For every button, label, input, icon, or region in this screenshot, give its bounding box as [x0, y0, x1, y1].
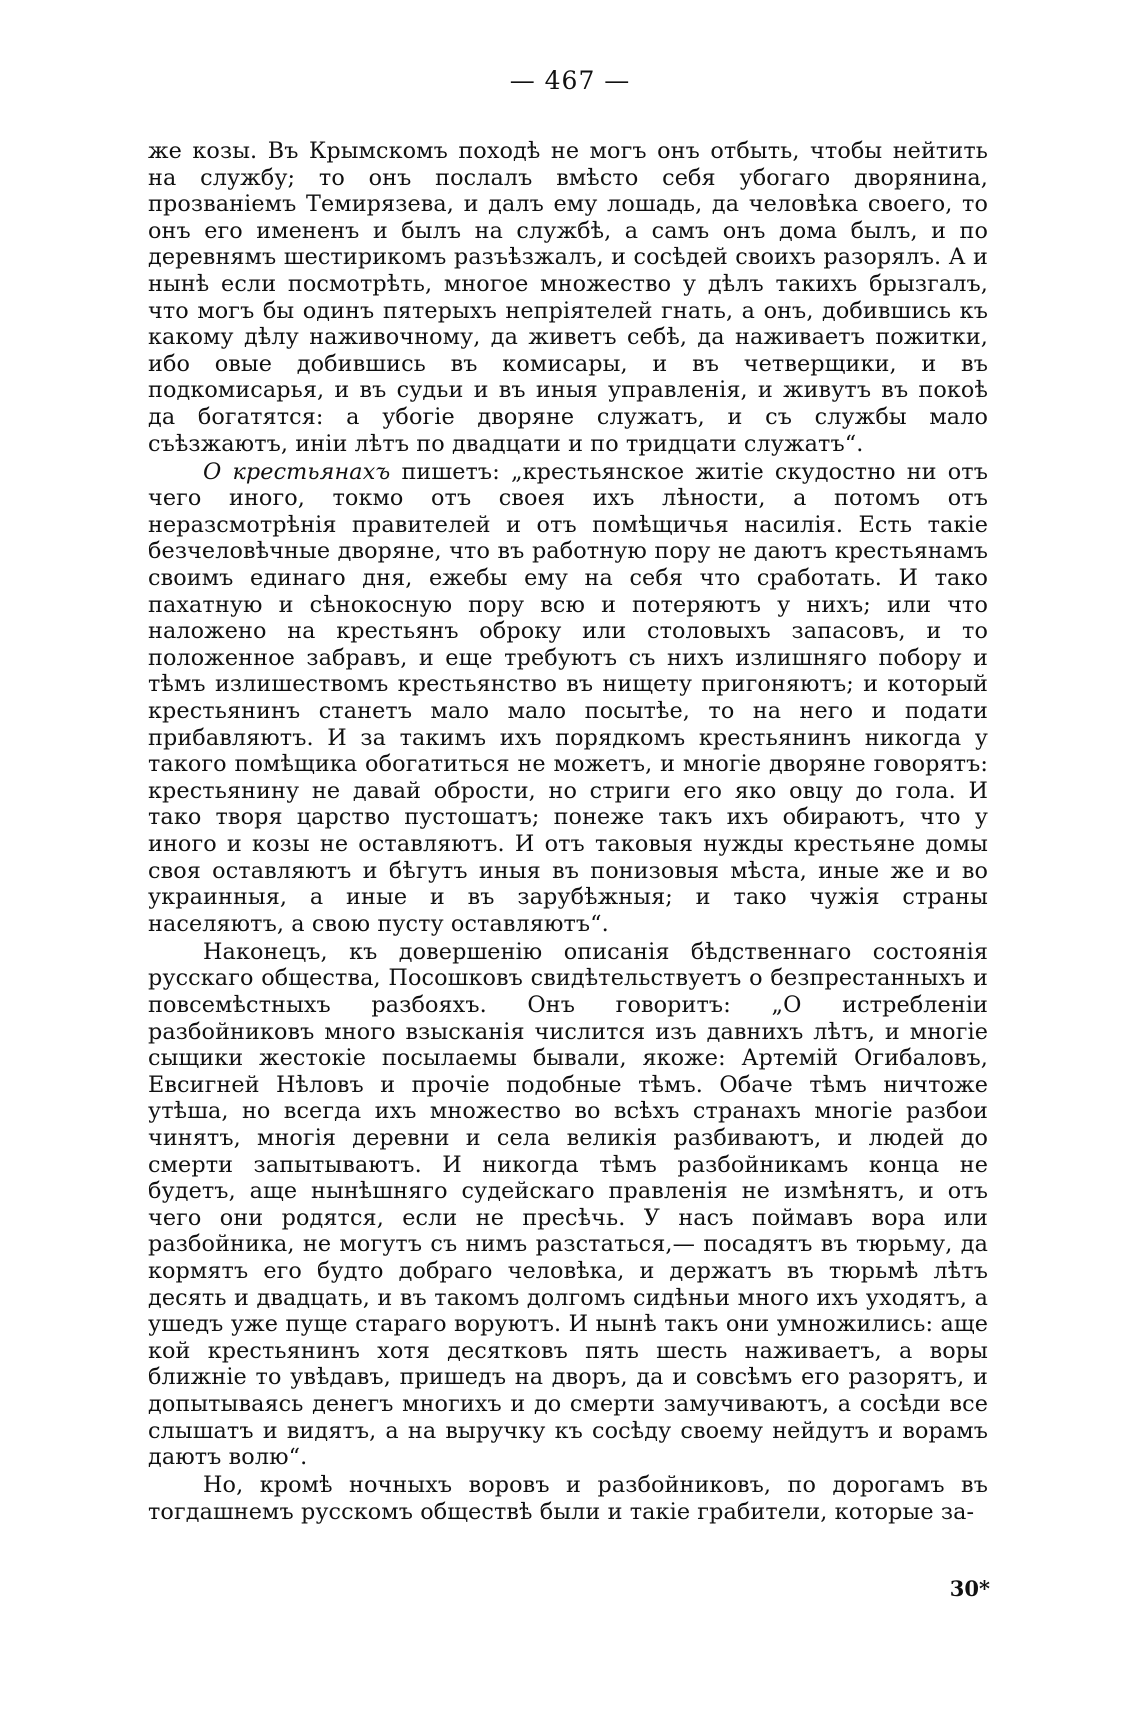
paragraph-3-text: Наконецъ, къ довершенію описанія бѣдственнаго состоянія русскаго общества, Посошковъ свидѣтельствуетъ о безпрестанныхъ и повсемѣстныхъ разбояхъ. Онъ говоритъ: „О истребленіи разбойниковъ много взысканія числится изъ давнихъ лѣтъ, и многіе сыщики жестокіе посылаемы бывали, якоже: Артемій Огибаловъ, Евсигней Нѣловъ и прочіе подобные тѣмъ. Обаче тѣмъ ничтоже утѣша, но всегда ихъ множество во всѣхъ странахъ многіе разбои чинятъ, многія деревни и села великія разбиваютъ, и людей до смерти запытываютъ. И никогда тѣмъ разбойникамъ конца не будетъ, аще нынѣшняго судейскаго правленія не измѣнятъ, и отъ чего они родятся, если не пресѣчь. У насъ поймавъ вора или разбойника, не могутъ съ нимъ разстаться,— посадятъ въ тюрьму, да кормятъ его будто добраго человѣка, и держатъ въ тюрьмѣ лѣтъ десять и двадцать, и въ такомъ долгомъ сидѣньи много ихъ уходятъ, а ушедъ уже пуще стараго воруютъ. И нынѣ такъ они умножились: аще кой крестьянинъ хотя десятковъ пять шесть наживаетъ, а воры ближніе то увѣдавъ, пришедъ на дворъ, да и совсѣмъ его разорятъ, и допытываясь денегъ многихъ и до смерти замучиваютъ, а сосѣди все слышатъ и видятъ, а на выручку къ сосѣду своему нейдутъ и ворамъ даютъ волю“.	[148, 938, 988, 1471]
page-number: — 467 —	[509, 66, 631, 95]
body-text	[148, 138, 988, 1527]
paragraph-4	[148, 1472, 988, 1525]
paragraph-3	[148, 939, 988, 1471]
paragraph-2	[148, 459, 988, 938]
paragraph-2-lead: О крестьянахъ	[203, 458, 391, 485]
paragraph-4-text: Но, кромѣ ночныхъ воровъ и разбойниковъ, по дорогамъ въ тогдашнемъ русскомъ обществѣ были и такіе грабители, которые за-	[148, 1472, 988, 1525]
paragraph-2-text: пишетъ: „крестьянское житіе скудостно ни отъ чего иного, токмо отъ своея ихъ лѣности, а потомъ отъ неразсмотрѣнія правителей и отъ помѣщичья насилія. Есть такіе безчеловѣчные дворяне, что въ работную пору не даютъ крестьянамъ своимъ единаго дня, ежебы ему на себя что сработать. И тако пахатную и сѣнокосную пору всю и потеряютъ у нихъ; или что наложено на крестьянъ оброку или столовыхъ запасовъ, и то положенное забравъ, и еще требуютъ съ нихъ излишняго побору и тѣмъ излишествомъ крестьянство въ нищету пригоняютъ; и который крестьянинъ станетъ мало мало посытѣе, то на него и подати прибавляютъ. И за такимъ ихъ порядкомъ крестьянинъ никогда у такого помѣщика обогатиться не можетъ, и многіе дворяне говорятъ: крестьянину не давай обрости, но стриги его яко овцу до гола. И тако творя царство пустошатъ; понеже такъ ихъ обираютъ, что у иного и козы не оставляютъ. И отъ таковыя нужды крестьяне домы своя оставляютъ и бѣгутъ иныя въ понизовыя мѣста, иные же и во украинныя, а иные и въ зарубѣжныя; и тако чужія страны населяютъ, а свою пусту оставляютъ“.	[148, 458, 988, 937]
paragraph-1-text: же козы. Въ Крымскомъ походѣ не могъ онъ отбыть, чтобы нейтить на службу; то онъ послалъ вмѣсто себя убогаго дворянина, прозваніемъ Темирязева, и далъ ему лошадь, да человѣка своего, то онъ его имененъ и былъ на службѣ, а самъ онъ дома былъ, и по деревнямъ шестирикомъ разъѣзжалъ, и сосѣдей своихъ разорялъ. А и нынѣ если посмотрѣть, многое множество у дѣлъ такихъ брызгалъ, что могъ бы одинъ пятерыхъ непріятелей гнать, а онъ, добившись къ какому дѣлу наживочному, да живетъ себѣ, да наживаетъ пожитки, ибо овые добившись въ комисары, и въ четверщики, и въ подкомисарья, и въ судьи и въ иныя управленія, и живутъ въ покоѣ да богатятся: а убогіе дворяне служатъ, и съ службы мало съѣзжаютъ, иніи лѣтъ по двадцати и по тридцати служатъ“.	[148, 138, 988, 457]
paragraph-1	[148, 138, 988, 457]
signature-mark: 30*	[949, 1576, 990, 1601]
